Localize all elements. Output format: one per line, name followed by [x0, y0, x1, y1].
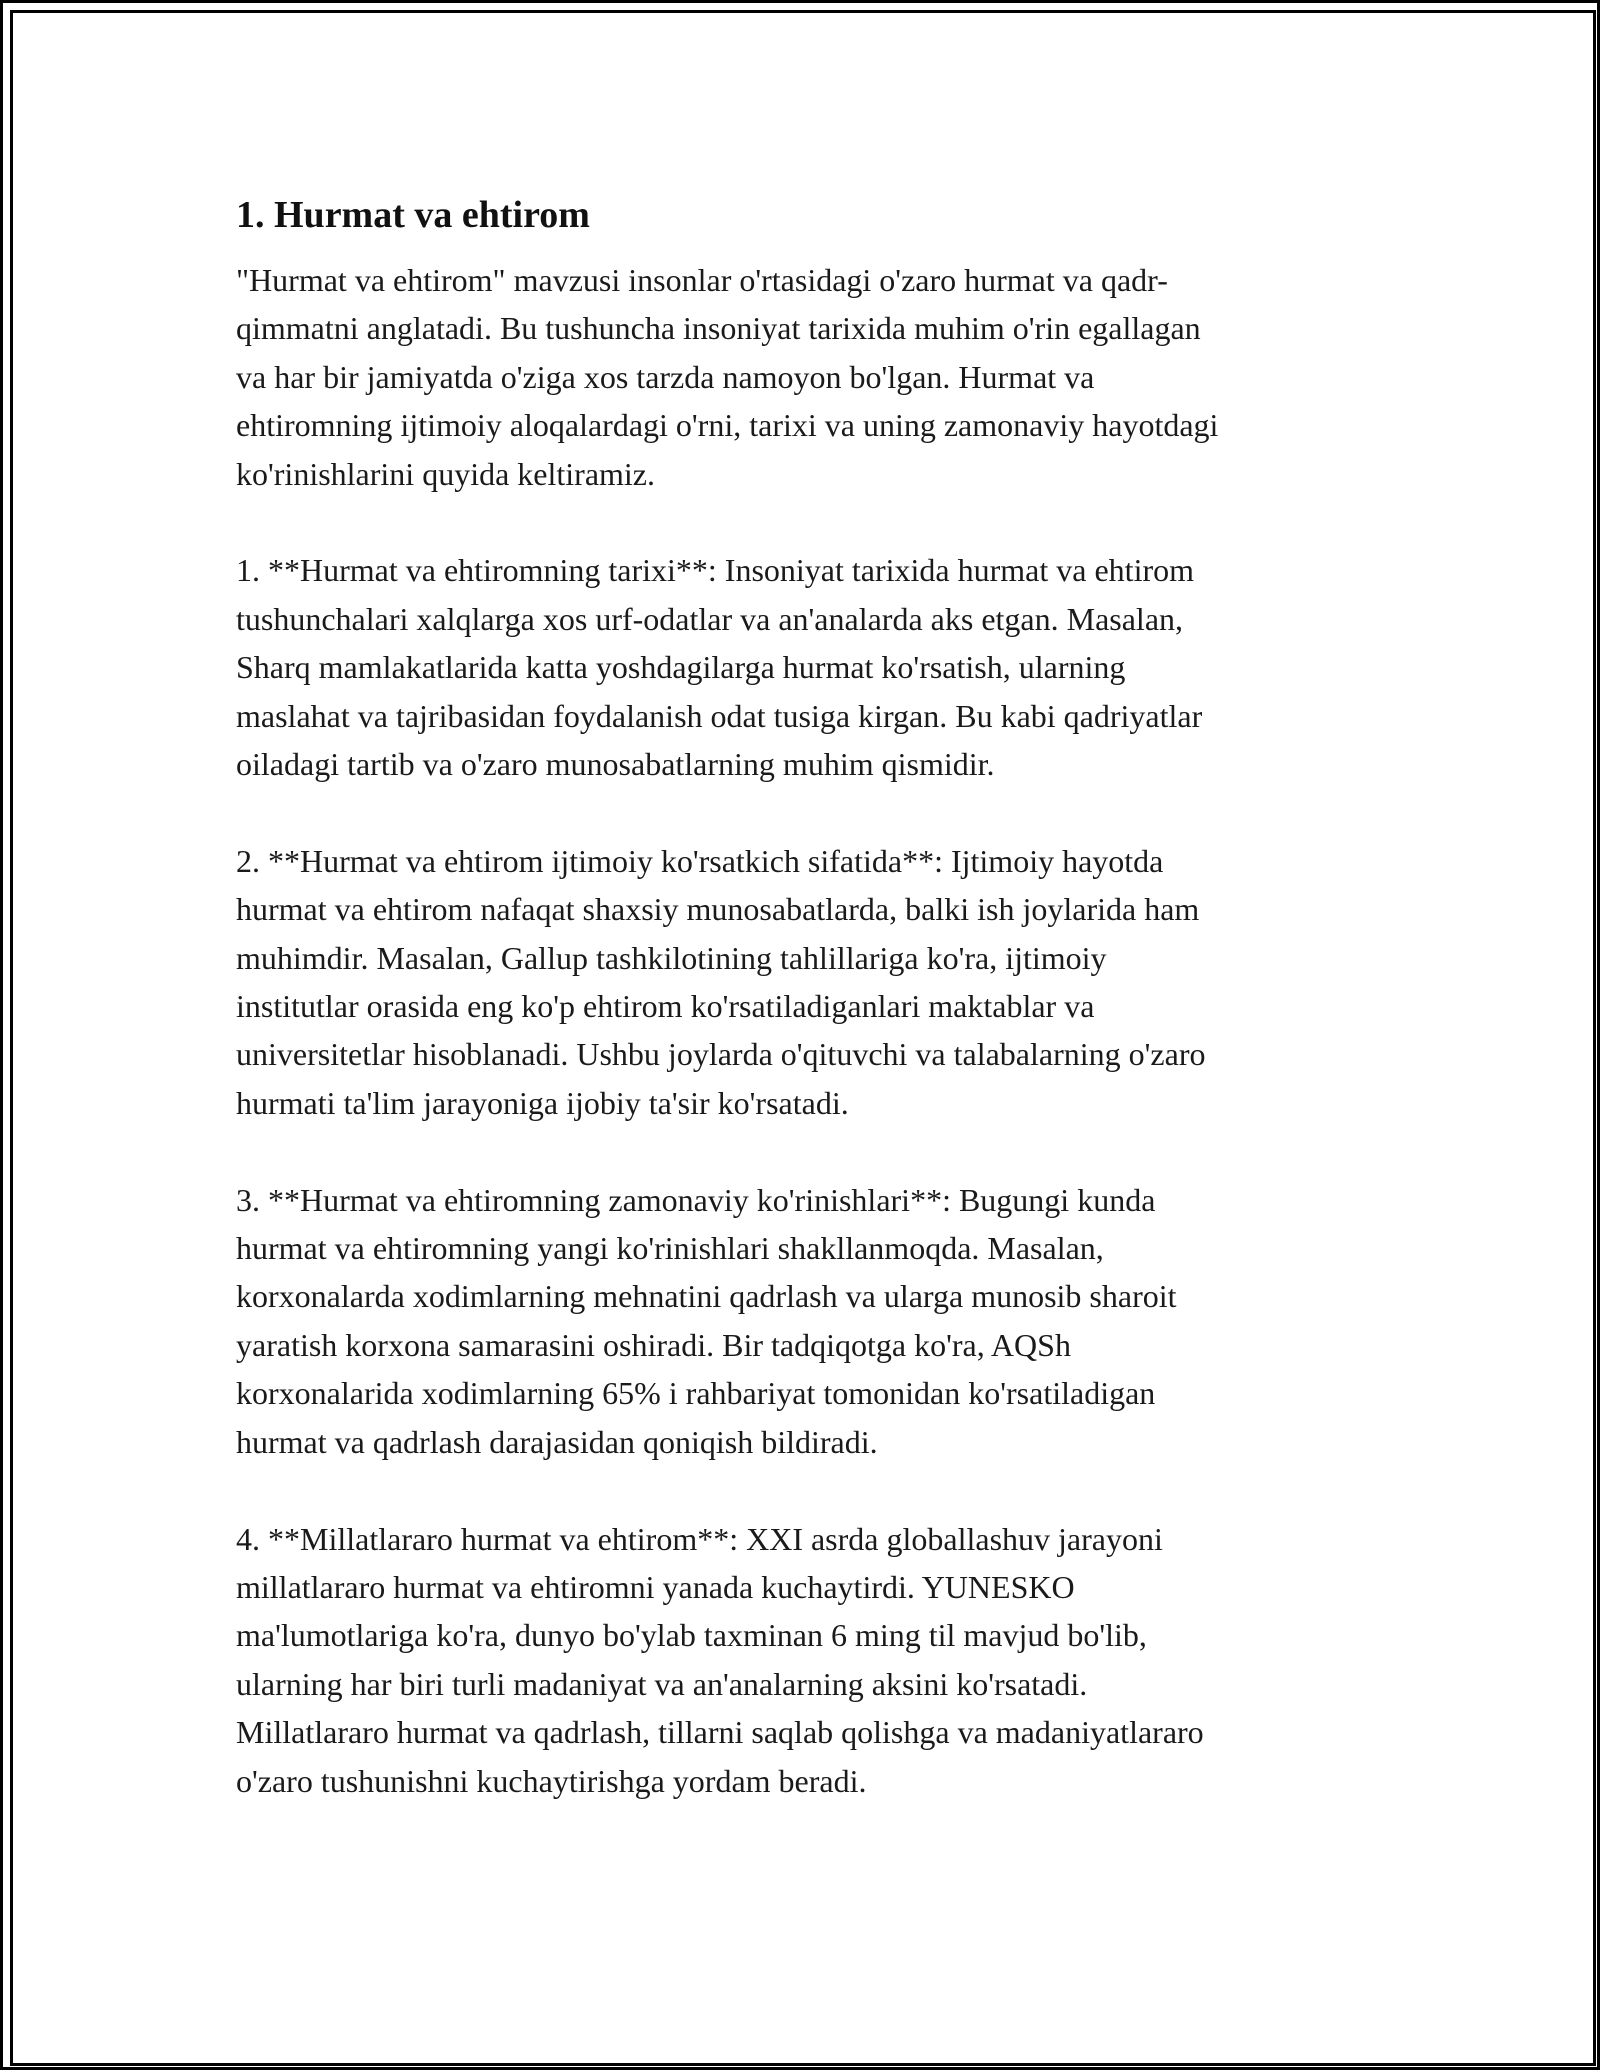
- intro-paragraph: "Hurmat va ehtirom" mavzusi insonlar o'rtasidagi o'zaro hurmat va qadr- qimmatni anglatadi. Bu tushuncha insoniyat tarixida muhim o'rin egallagan va har bir jamiyatda o'ziga xos tarzda namoyon bo'lgan. Hurmat va ehtiromning ijtimoiy aloqalardagi o'rni, tarixi va uning zamonaviy hayotdagi ko'rinishlarini quyida keltiramiz.: [236, 262, 1219, 492]
- paragraph-history: 1. **Hurmat va ehtiromning tarixi**: Insoniyat tarixida hurmat va ehtirom tushunchalari xalqlarga xos urf-odatlar va an'analarda aks etgan. Masalan, Sharq mamlakatlarida katta yoshdagilarga hurmat ko'rsatish, ularning maslahat va tajribasidan foydalanish odat tusiga kirgan. Bu kabi qadriyatlar oiladagi tartib va o'zaro munosabatlarning muhim qismidir.: [236, 552, 1203, 783]
- paragraph-gap: [236, 498, 1376, 546]
- paragraph-social-indicator: 2. **Hurmat va ehtirom ijtimoiy ko'rsatkich sifatida**: Ijtimoiy hayotda hurmat va ehtirom nafaqat shaxsiy munosabatlarda, balki ish joylarida ham muhimdir. Masalan, Gallup tashkilotining tahlillariga ko'ra, ijtimoiy institutlar orasida eng ko'p ehtirom ko'rsatiladiganlari maktablar va universitetlar hisoblanadi. Ushbu joylarda o'qituvchi va talabalarning o'zaro hurmati ta'lim jarayoniga ijobiy ta'sir ko'rsatadi.: [236, 842, 1206, 1121]
- paragraph-gap: [236, 788, 1376, 836]
- document-title: 1. Hurmat va ehtirom: [236, 194, 590, 236]
- document-body: [236, 188, 1376, 1805]
- paragraph-international: 4. **Millatlararo hurmat va ehtirom**: XXI asrda globallashuv jarayoni millatlararo hurmat va ehtiromni yanada kuchaytirdi. YUNESKO ma'lumotlariga ko'ra, dunyo bo'ylab taxminan 6 ming til mavjud bo'lib, ularning har biri turli madaniyat va an'analarning aksini ko'rsatadi. Millatlararo hurmat va qadrlash, tillarni saqlab qolishga va madaniyatlararo o'zaro tushunishni kuchaytirishga yordam beradi.: [236, 1520, 1204, 1799]
- paragraph-gap: [236, 1466, 1376, 1514]
- paragraph-modern-forms: 3. **Hurmat va ehtiromning zamonaviy ko'rinishlari**: Bugungi kunda hurmat va ehtiromning yangi ko'rinishlari shakllanmoqda. Masalan, korxonalarda xodimlarning mehnatini qadrlash va ularga munosib sharoit yaratish korxona samarasini oshiradi. Bir tadqiqotga ko'ra, AQSh korxonalarida xodimlarning 65% i rahbariyat tomonidan ko'rsatiladigan hurmat va qadrlash darajasidan qoniqish bildiradi.: [236, 1181, 1177, 1460]
- paragraph-gap: [236, 1127, 1376, 1175]
